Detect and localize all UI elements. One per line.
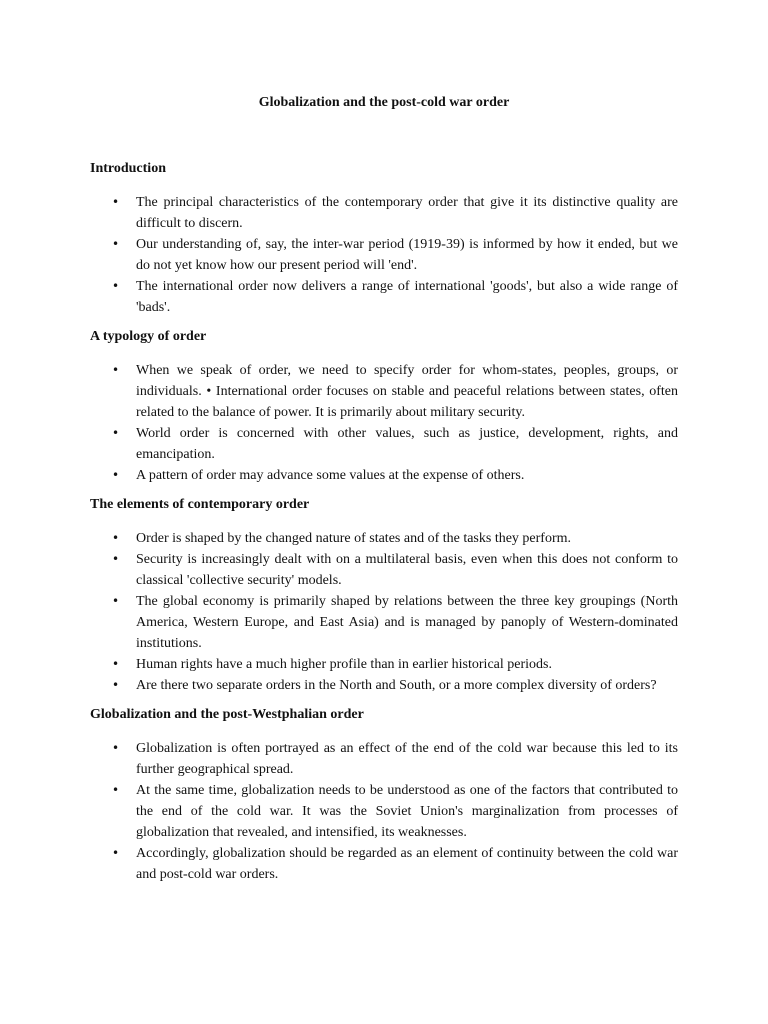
document-title: Globalization and the post-cold war order (258, 95, 510, 110)
list-item: • Order is shaped by the changed nature of states and of the tasks they perform. (90, 528, 678, 549)
list-item: • Accordingly, globalization should be regarded as an element of continuity between the cold war and post-cold war orders. (90, 843, 678, 885)
list-item: • Are there two separate orders in the North and South, or a more complex diversity of orders? (90, 675, 678, 696)
list-item: • World order is concerned with other values, such as justice, development, rights, and emancipation. (90, 423, 678, 465)
document-body (90, 158, 678, 893)
list-item: • Globalization is often portrayed as an effect of the end of the cold war because this led to its further geographical spread. (90, 738, 678, 780)
section-heading-introduction: Introduction (90, 161, 166, 176)
list-item: • Our understanding of, say, the inter-war period (1919-39) is informed by how it ended, but we do not yet know how our present period will 'end'. (90, 234, 678, 276)
list-item: • The global economy is primarily shaped by relations between the three key groupings (North America, Western Europe, and East Asia) and is managed by panoply of Western-dominated institutions. (90, 591, 678, 654)
bullet-list-introduction (90, 192, 678, 318)
bullet-list-elements (90, 528, 678, 696)
bullet-list-typology (90, 360, 678, 486)
list-item: • Human rights have a much higher profile than in earlier historical periods. (90, 654, 678, 675)
list-item: • The international order now delivers a range of international 'goods', but also a wide range of 'bads'. (90, 276, 678, 318)
section-heading-elements: The elements of contemporary order (90, 497, 310, 512)
list-item: • Security is increasingly dealt with on a multilateral basis, even when this does not conform to classical 'collective security' models. (90, 549, 678, 591)
bullet-list-globalization (90, 738, 678, 885)
list-item: • When we speak of order, we need to specify order for whom-states, peoples, groups, or individuals. • International order focuses on stable and peaceful relations between states, often related to the balance of power. It is primarily about military security. (90, 360, 678, 423)
list-item: • The principal characteristics of the contemporary order that give it its distinctive quality are difficult to discern. (90, 192, 678, 234)
list-item: • At the same time, globalization needs to be understood as one of the factors that contributed to the end of the cold war. It was the Soviet Union's marginalization from processes of globalization that revealed, and intensified, its weaknesses. (90, 780, 678, 843)
section-heading-typology: A typology of order (90, 329, 207, 344)
section-heading-globalization: Globalization and the post-Westphalian order (90, 707, 364, 722)
list-item: • A pattern of order may advance some values at the expense of others. (90, 465, 678, 486)
